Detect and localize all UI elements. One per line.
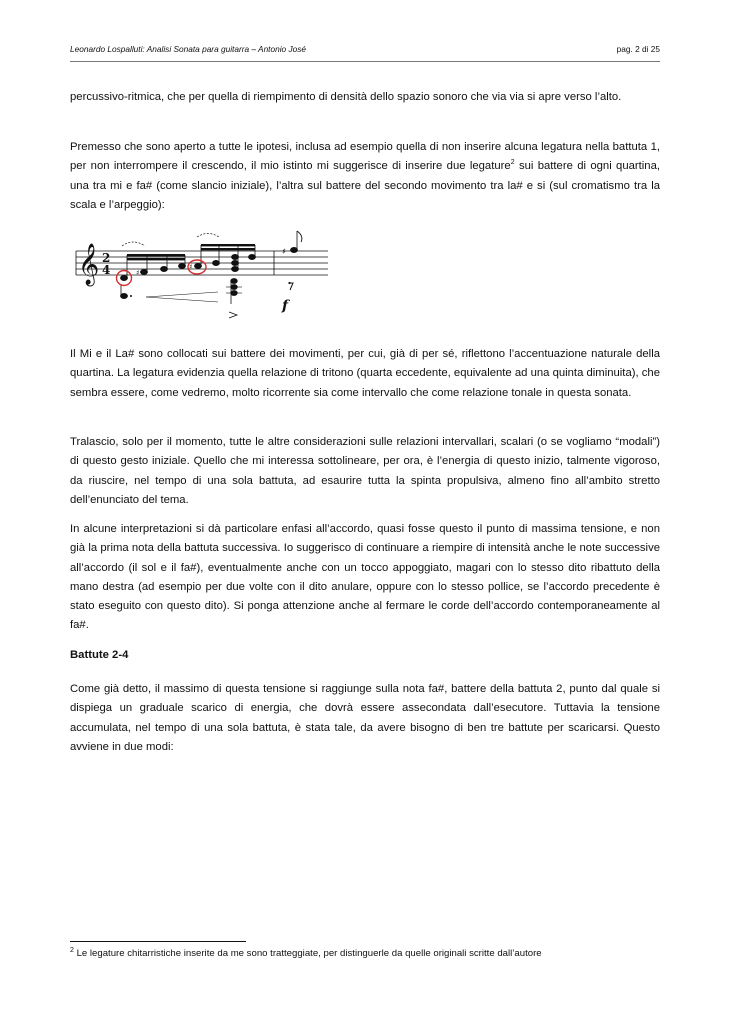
chord-note-2 bbox=[232, 261, 239, 266]
accent-mark bbox=[229, 312, 237, 318]
section-heading: Battute 2-4 bbox=[70, 649, 129, 661]
bass-note bbox=[121, 294, 128, 299]
chord-note-3 bbox=[232, 255, 239, 260]
bass-line bbox=[121, 284, 218, 302]
paragraph-2-part-a: Premesso che sono aperto a tutte le ipotesi, inclusa ad esempio quella di non inserire alcuna legatura nella battuta 1, per non interrompere il crescendo, il mio istinto mi suggerisce di inserire due legature bbox=[70, 141, 660, 173]
staff-lines bbox=[76, 251, 328, 275]
header-rule bbox=[70, 61, 660, 62]
crescendo-upper bbox=[146, 292, 218, 297]
quartina-1 bbox=[121, 254, 186, 281]
paragraph-2-part-b: sui battere di ogni quartina, una tra mi e fa# (come slancio iniziale), l’altra sul battere del secondo movimento tra la# e si (sul cromatismo tra la scala e l’arpeggio): bbox=[70, 160, 661, 211]
dashed-slur-1 bbox=[122, 242, 145, 246]
footnote-text: Le legature chitarristiche inserite da me sono tratteggiate, per distinguerle da quelle originali scritte dall’autore bbox=[76, 948, 542, 959]
beam-2a bbox=[201, 244, 255, 246]
note-la bbox=[179, 264, 186, 269]
paragraph-5-text: In alcune interpretazioni si dà particolare enfasi all’accordo, quasi fosse questo il punto di massima tensione, e non già la prima nota della battuta successiva. Io suggerisco di continuare a riempire di intensità anche le note successive all’accordo (il sol e il fa#), eventualmente anche con un tocco appoggiato, magari con lo stesso dito ribattuto della mano destra (ad esempio per due volte con il dito anulare, oppure con lo stesso pollice, se l’accordo precedente è stato eseguito con questo dito). Si ponga attenzione anche al fermare le corde dell’accordo contemporaneamente al fa#. bbox=[70, 523, 660, 632]
footnote-rule bbox=[70, 941, 246, 942]
chord-bass bbox=[226, 279, 242, 318]
paragraph-1-text: percussivo-ritmica, che per quella di riempimento di densità dello spazio sonoro che via via si apre verso l’alto. bbox=[70, 91, 622, 103]
measure-2 bbox=[282, 231, 302, 290]
paragraph-2 bbox=[70, 138, 660, 215]
paragraph-2-text bbox=[70, 138, 660, 215]
note-fa-sharp-2 bbox=[291, 248, 298, 253]
crescendo-lower bbox=[146, 297, 218, 302]
note-fa-sharp bbox=[141, 270, 148, 275]
paragraph-6 bbox=[70, 680, 660, 757]
time-signature-top: 2 bbox=[102, 251, 111, 265]
dashed-slur-2 bbox=[197, 234, 219, 238]
note-sol bbox=[161, 267, 168, 272]
footnote-reference[interactable]: 2 bbox=[510, 159, 515, 167]
paragraph-5 bbox=[70, 520, 660, 636]
paragraph-4 bbox=[70, 433, 660, 510]
note-si bbox=[213, 261, 220, 266]
beam-1a bbox=[127, 254, 185, 256]
footnote-number: 2 bbox=[70, 946, 74, 954]
svg-text:♯: ♯ bbox=[189, 263, 193, 271]
beam-1b bbox=[127, 258, 185, 260]
note-la-sharp bbox=[195, 264, 202, 269]
chord-note-1 bbox=[232, 267, 239, 272]
footnote bbox=[70, 947, 660, 961]
paragraph-6-text: Come già detto, il massimo di questa tensione si raggiunge sulla nota fa#, battere della battuta 2, punto dal quale si dispiega un graduale scarico di energia, che dovrà essere assecondata dall’esecutore. Tuttavia la tensione accumulata, nel tempo di una sola battuta, è stata tale, da avere bisogno di ben tre battute per scaricarsi. Questo avviene in due modi: bbox=[70, 683, 660, 753]
running-header bbox=[70, 44, 660, 58]
quartina-2 bbox=[189, 244, 255, 272]
paragraph-3 bbox=[70, 345, 660, 403]
svg-text:♯: ♯ bbox=[136, 269, 140, 277]
paragraph-4-text: Tralascio, solo per il momento, tutte le altre considerazioni sulle relazioni intervallari, scalari (o se vogliamo “modali”) di questo gesto iniziale. Quello che mi interessa sottolineare, per ora, è l’energia di questo inizio, talmente vigoroso, da riuscire, nel tempo di una sola battuta, ad esaurire tutta la spinta propulsiva, almeno fino all’ambito stretto dell’enunciato del tema. bbox=[70, 436, 660, 506]
paragraph-3-text: Il Mi e il La# sono collocati sui battere dei movimenti, per cui, già di per sé, riflettono l’accentuazione naturale della quartina. La legatura evidenzia quella relazione di tritono (quarta eccedente, equivalente ad una quinta diminuita), che sembra essere, come vedremo, molto ricorrente sia come intervallo che come relazione tonale in questa sonata. bbox=[70, 348, 660, 399]
svg-text:♯: ♯ bbox=[282, 247, 286, 256]
time-signature-bottom: 4 bbox=[102, 263, 111, 277]
treble-clef-icon: 𝄞 bbox=[78, 244, 100, 285]
beam-2b bbox=[201, 248, 255, 250]
page-number: pag. 2 di 25 bbox=[616, 44, 660, 54]
dynamic-forte: f bbox=[282, 298, 289, 314]
paragraph-1 bbox=[70, 88, 660, 107]
header-title: Leonardo Lospalluti: Analisi Sonata para guitarra – Antonio José bbox=[70, 44, 307, 54]
note-sol-2 bbox=[249, 255, 256, 260]
music-example bbox=[72, 226, 332, 330]
note-mi bbox=[121, 276, 128, 281]
